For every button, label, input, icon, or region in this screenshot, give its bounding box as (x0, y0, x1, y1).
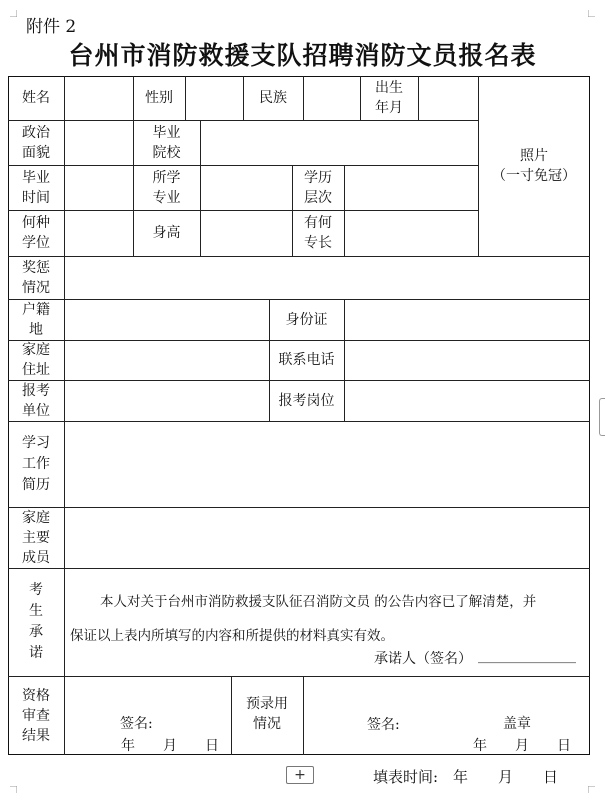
label-degree: 何种 学位 (22, 215, 50, 251)
pledge-text-line2: 保证以上表内所填写的内容和所提供的材料真实有效。 (70, 628, 394, 644)
grid-line (8, 676, 590, 677)
label-address: 家庭 住址 (22, 342, 50, 378)
review-date: 年 月 日 (121, 738, 219, 754)
label-family: 家庭 主要 成员 (22, 509, 50, 566)
label-education: 学历 层次 (304, 169, 332, 206)
grid-line (344, 299, 345, 421)
label-school: 毕业 院校 (152, 124, 181, 161)
label-review: 资格 审查 结果 (22, 687, 50, 744)
grid-line (303, 76, 304, 120)
add-row-button[interactable]: + (286, 766, 314, 784)
label-unit: 报考 单位 (22, 382, 50, 419)
grid-line (185, 76, 186, 120)
label-gender: 性别 (145, 90, 173, 106)
label-height: 身高 (152, 225, 181, 241)
label-politics: 政治 面貌 (22, 124, 50, 161)
crop-mark-tl (10, 10, 17, 17)
label-birth: 出生 年月 (375, 80, 403, 116)
label-hukou: 户籍 地 (22, 301, 50, 338)
form-title: 台州市消防救援支队招聘消防文员报名表 (68, 41, 537, 70)
fill-time-label: 填表时间: 年 月 日 (373, 768, 559, 786)
grid-line (200, 120, 201, 256)
label-grad-time: 毕业 时间 (22, 169, 50, 206)
label-major: 所学 专业 (152, 169, 181, 206)
label-phone: 联系电话 (278, 352, 335, 368)
crop-mark-tr (588, 10, 595, 17)
hire-date: 年 月 日 (473, 738, 571, 754)
grid-line (418, 76, 419, 120)
crop-mark-br (588, 786, 595, 793)
label-id-card: 身份证 (285, 311, 328, 328)
label-post: 报考岗位 (278, 392, 335, 409)
grid-line (8, 165, 478, 166)
pledge-text-line1: 本人对关于台州市消防救援支队征召消防文员 的公告内容已了解清楚，并 (100, 594, 537, 610)
review-sign-label: 签名: (120, 716, 153, 732)
attachment-label: 附件 2 (26, 17, 77, 37)
label-resume: 学习 工作 简历 (22, 434, 50, 493)
grid-line (8, 421, 590, 422)
label-pledge: 考 生 承 诺 (29, 582, 43, 661)
grid-line (303, 676, 304, 755)
grid-line (344, 165, 345, 256)
scroll-edge-handle[interactable] (599, 398, 605, 436)
photo-box: 照片 （一寸免冠） (492, 148, 576, 184)
hire-seal-label: 盖章 (503, 716, 531, 732)
crop-mark-bl (10, 786, 17, 793)
pledge-signer-label: 承诺人（签名） (374, 651, 472, 667)
grid-line (8, 256, 590, 257)
label-name: 姓名 (22, 90, 50, 106)
label-ethnicity: 民族 (259, 90, 287, 106)
hire-sign-label: 签名: (367, 717, 400, 733)
label-awards: 奖惩 情况 (22, 259, 50, 296)
grid-line (64, 76, 65, 755)
label-skills: 有何 专长 (304, 215, 332, 251)
grid-line (8, 507, 590, 508)
pledge-signature-line: ______________ (478, 648, 576, 664)
label-hire: 预录用 情况 (246, 696, 288, 732)
grid-line (8, 120, 478, 121)
grid-line (8, 210, 478, 211)
grid-line (8, 568, 590, 569)
